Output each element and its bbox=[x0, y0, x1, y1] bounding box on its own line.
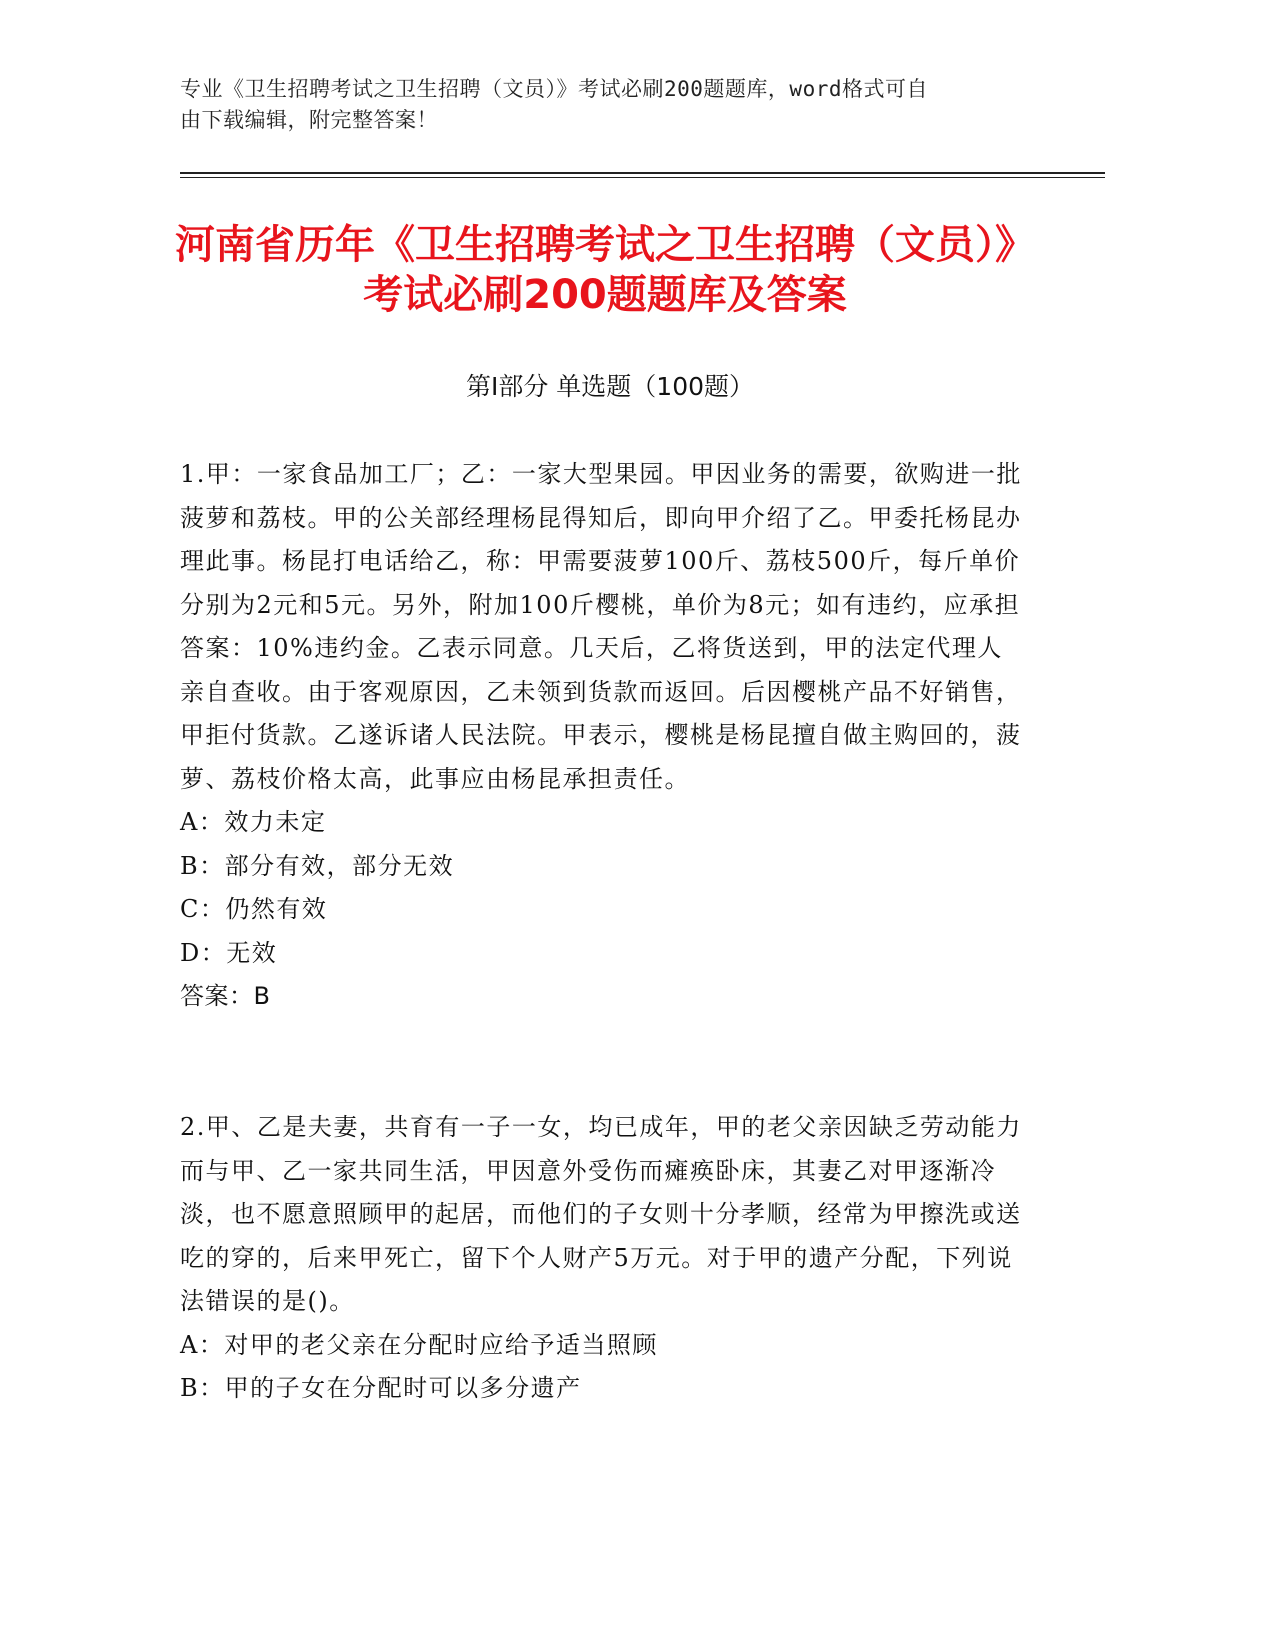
document-title: 河南省历年《卫生招聘考试之卫生招聘（文员）》考试必刷200题题库及答案 bbox=[175, 222, 1035, 318]
question-2-option-b: B：甲的子女在分配时可以多分遗产 bbox=[180, 1374, 582, 1402]
question-1-option-d: D：无效 bbox=[180, 938, 278, 967]
header-note-line-1: 专业《卫生招聘考试之卫生招聘（文员）》考试必刷200题题库，word格式可自 bbox=[180, 77, 928, 101]
header-note bbox=[180, 74, 1040, 136]
question-2-option-a: A：对甲的老父亲在分配时应给予适当照顾 bbox=[180, 1330, 658, 1359]
header-divider-thin bbox=[180, 177, 1105, 178]
question-1-option-a: A：效力未定 bbox=[180, 808, 327, 836]
section-title: 第Ⅰ部分 单选题（100题） bbox=[465, 372, 755, 401]
question-1 bbox=[180, 453, 1025, 1019]
question-2 bbox=[180, 1106, 1025, 1411]
header-note-line-2: 由下载编辑，附完整答案！ bbox=[180, 108, 438, 132]
question-1-option-c: C：仍然有效 bbox=[180, 895, 328, 923]
header-divider-thick bbox=[180, 172, 1105, 174]
question-2-stem: 2.甲、乙是夫妻，共育有一子一女，均已成年，甲的老父亲因缺乏劳动能力而与甲、乙一家共同生活，甲因意外受伤而瘫痪卧床，其妻乙对甲逐渐冷淡，也不愿意照顾甲的起居，而他们的子女则十分孝顺，经常为甲擦洗或送吃的穿的，后来甲死亡，留下个人财产5万元。对于甲的遗产分配，下列说法错误的是()。 bbox=[180, 1113, 1022, 1315]
question-1-stem: 1.甲：一家食品加工厂；乙：一家大型果园。甲因业务的需要，欲购进一批菠萝和荔枝。甲的公关部经理杨昆得知后，即向甲介绍了乙。甲委托杨昆办理此事。杨昆打电话给乙，称：甲需要菠萝100斤、荔枝500斤，每斤单价分别为2元和5元。另外，附加100斤樱桃，单价为8元；如有违约，应承担答案：10%违约金。乙表示同意。几天后，乙将货送到，甲的法定代理人亲自查收。由于客观原因，乙未领到货款而返回。后因樱桃产品不好销售，甲拒付货款。乙遂诉诸人民法院。甲表示，樱桃是杨昆擅自做主购回的，菠萝、荔枝价格太高，此事应由杨昆承担责任。 bbox=[180, 460, 1022, 793]
question-1-answer: 答案：B bbox=[180, 982, 271, 1010]
question-1-option-b: B：部分有效，部分无效 bbox=[180, 851, 455, 880]
